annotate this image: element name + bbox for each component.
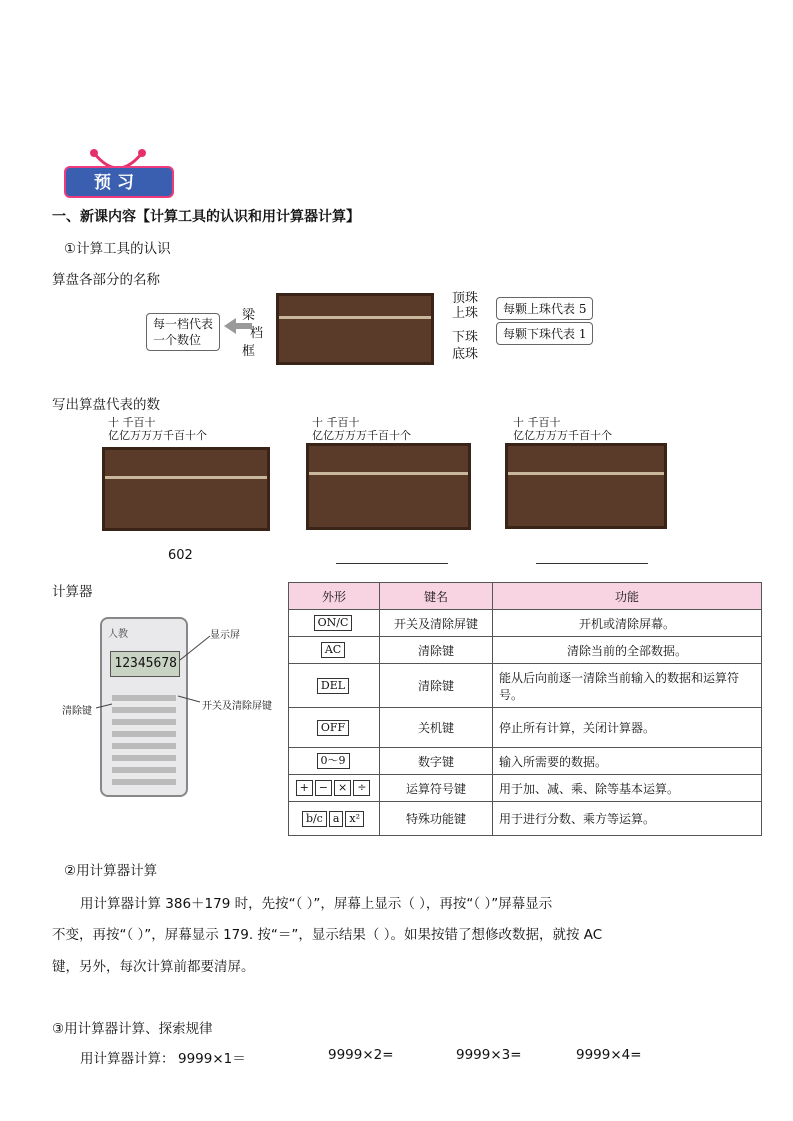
table-row [289,637,762,664]
key-name: 关机键 [380,708,493,748]
place-values-3: 十 千百十 亿亿万万万千百十个 [513,416,612,442]
onc-key: ON/C [314,615,353,631]
label-lower-bead: 下珠 [452,330,479,345]
badge-label: 预习 [94,173,140,193]
key-name: 数字键 [380,748,493,775]
answer-blank-2[interactable] [336,563,448,564]
calculator-title: 计算器 [52,584,93,600]
key-name: 清除键 [380,637,493,664]
digit-keys: 0～9 [317,753,350,769]
answer-1: 602 [168,548,193,563]
multiplication-item: 9999×2= [328,1047,394,1063]
col-function: 功能 [493,583,762,610]
label-display-screen: 显示屏 [210,630,240,641]
preview-badge [64,148,172,196]
key-function: 用于进行分数、乘方等运算。 [493,802,762,836]
divide-key: ÷ [353,780,370,796]
multiplication-item: 9999×3= [456,1047,522,1063]
key-function-table [288,582,762,836]
section3-title: ③用计算器计算、探索规律 [52,1021,213,1037]
note-upper-bead: 每颗上珠代表 5 [496,297,593,320]
plus-key: + [296,780,313,796]
lesson-heading: 一、新课内容【计算工具的认识和用计算器计算】 [52,209,360,225]
abacus-3 [505,443,667,529]
place-values-1: 十 千百十 亿亿万万万千百十个 [108,416,207,442]
calculator-brand: 人教 [108,629,128,640]
table-row [289,664,762,708]
key-function: 用于加、减、乘、除等基本运算。 [493,775,762,802]
ac-key: AC [321,642,345,658]
times-key: × [334,780,351,796]
key-function: 清除当前的全部数据。 [493,637,762,664]
note-each-rod: 每一档代表 一个数位 [146,313,220,351]
fraction-key: b/c [302,811,327,827]
col-shape: 外形 [289,583,380,610]
callout-lines [60,630,220,720]
section2-paragraph-2: 不变，再按“（ ）”，屏幕显示 179. 按“＝”，显示结果（ ）。如果按错了想修改数据，就按 AC [52,927,603,943]
off-key: OFF [317,720,349,736]
table-row [289,708,762,748]
a-key: a [329,811,344,827]
table-row [289,748,762,775]
label-frame: 框 [242,344,256,359]
key-function: 能从后向前逐一清除当前输入的数据和运算符号。 [493,664,762,708]
multiplication-item: 9999×4= [576,1047,642,1063]
key-function: 开机或清除屏幕。 [493,610,762,637]
del-key: DEL [317,678,349,694]
section2-paragraph-1: 用计算器计算 386＋179 时，先按“（ ）”，屏幕上显示（ ），再按“（ ）”屏幕显示 [80,896,553,912]
key-function: 输入所需要的数据。 [493,748,762,775]
abacus-1 [102,447,270,531]
key-name: 运算符号键 [380,775,493,802]
write-number-title: 写出算盘代表的数 [52,397,160,413]
section3-lead: 用计算器计算： [80,1051,175,1067]
section2-title: ②用计算器计算 [64,863,158,879]
key-name: 开关及清除屏键 [380,610,493,637]
square-key: x² [345,811,364,827]
key-name: 特殊功能键 [380,802,493,836]
key-function: 停止所有计算，关闭计算器。 [493,708,762,748]
label-onoff-key: 开关及清除屏键 [202,701,272,712]
abacus-2 [306,443,471,530]
multiplication-item: 9999×1＝ [178,1051,246,1067]
answer-blank-3[interactable] [536,563,648,564]
key-name: 清除键 [380,664,493,708]
label-beam: 梁 [242,308,256,323]
place-values-2: 十 千百十 亿亿万万万千百十个 [312,416,411,442]
col-key-name: 键名 [380,583,493,610]
table-row [289,802,762,836]
section1-title: ①计算工具的认识 [64,241,171,257]
minus-key: − [315,780,332,796]
label-rod: 档 [250,326,264,341]
table-row [289,775,762,802]
calculator-display: 12345678 [110,651,180,677]
abacus-caption: 算盘各部分的名称 [52,272,160,288]
abacus-diagram [276,293,434,365]
label-top-bead: 顶珠 [452,291,479,306]
note-lower-bead: 每颗下珠代表 1 [496,322,593,345]
label-bottom-bead: 底珠 [452,347,479,362]
label-clear-key: 清除键 [62,706,92,717]
label-upper-bead: 上珠 [452,306,479,321]
section2-paragraph-3: 键，另外，每次计算前都要清屏。 [52,959,255,975]
table-row [289,610,762,637]
